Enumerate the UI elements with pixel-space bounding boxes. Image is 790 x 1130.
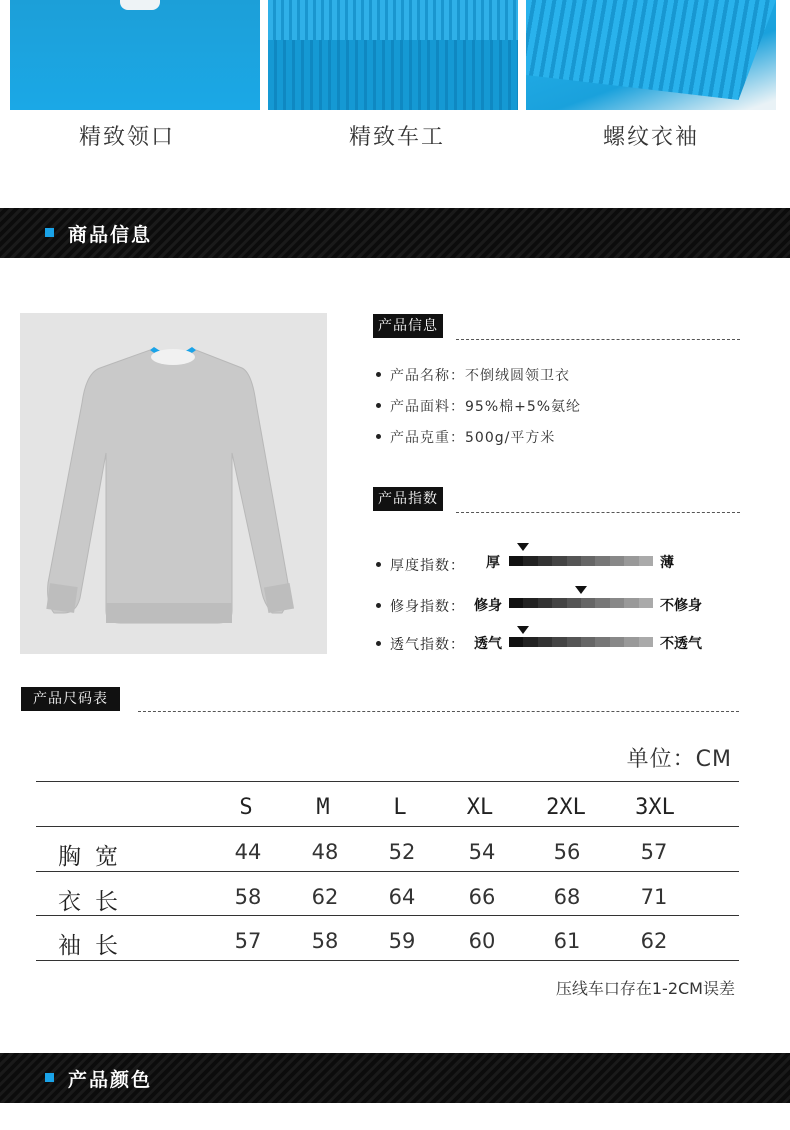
size-header: 2XL [546,795,586,820]
index-left-fit: 修身 [474,598,502,614]
table-cell: 58 [234,885,262,909]
scale-segment [567,637,581,647]
product-index-tag: 产品指数 [373,487,443,511]
row-header-chest: 胸宽 [58,844,132,870]
table-cell: 62 [311,885,339,909]
caption-collar: 精致领口 [78,125,175,150]
table-rule [36,871,739,872]
square-icon [45,228,54,237]
row-header-sleeve: 袖长 [58,933,132,959]
caption-stitching: 精致车工 [348,125,445,150]
scale-segment [552,637,566,647]
scale-segment [595,637,609,647]
scale-segment [595,598,609,608]
scale-segment [610,556,624,566]
scale-segment [639,637,653,647]
table-rule [36,781,739,782]
scale-segment [523,598,537,608]
index-arrow-thickness [517,543,529,551]
index-right-fit: 不修身 [660,598,702,614]
size-header: M [316,795,330,820]
table-rule [36,915,739,916]
scale-segment [509,598,523,608]
section-banner-product-info [0,208,790,258]
table-rule [36,960,739,961]
index-right-breathability: 不透气 [660,636,702,652]
index-right-thickness: 薄 [660,555,674,571]
info-item: 产品克重：500g/平方米 [376,427,555,447]
divider [456,339,740,340]
scale-segment [552,598,566,608]
index-label-fit: 修身指数： [376,596,465,616]
section-title: 产品颜色 [68,1069,153,1091]
table-cell: 44 [234,840,262,864]
table-cell: 57 [234,929,262,953]
divider [456,512,740,513]
table-cell: 60 [468,929,496,953]
index-scale-thickness [509,556,653,566]
detail-photo-cuff [526,0,776,110]
index-left-breathability: 透气 [474,636,502,652]
table-cell: 59 [388,929,416,953]
scale-segment [538,598,552,608]
table-cell: 48 [311,840,339,864]
index-left-thickness: 厚 [486,555,500,571]
table-cell: 68 [553,885,581,909]
table-cell: 52 [388,840,416,864]
table-rule [36,826,739,827]
size-note: 压线车口存在1-2CM误差 [555,979,735,998]
scale-segment [509,556,523,566]
section-title: 商品信息 [68,224,153,246]
scale-segment [567,556,581,566]
divider [138,711,739,712]
scale-segment [523,556,537,566]
caption-cuff: 螺纹衣袖 [602,125,699,150]
scale-segment [610,637,624,647]
scale-segment [639,598,653,608]
index-label-thickness: 厚度指数： [376,555,465,575]
scale-segment [581,598,595,608]
scale-segment [567,598,581,608]
sweatshirt-illustration [20,313,327,654]
row-header-length: 衣长 [58,889,132,915]
size-chart-tag: 产品尺码表 [21,687,120,711]
size-header: S [239,795,253,820]
size-header: 3XL [635,795,675,820]
scale-segment [552,556,566,566]
index-scale-breathability [509,637,653,647]
scale-segment [624,637,638,647]
scale-segment [581,556,595,566]
section-banner-product-colors [0,1053,790,1103]
table-cell: 58 [311,929,339,953]
scale-segment [581,637,595,647]
scale-segment [538,556,552,566]
detail-photo-stitching [268,0,518,110]
scale-segment [538,637,552,647]
detail-photo-collar [10,0,260,110]
table-cell: 54 [468,840,496,864]
index-arrow-fit [575,586,587,594]
product-info-tag: 产品信息 [373,314,443,338]
unit-label: 单位：CM [626,747,732,772]
scale-segment [523,637,537,647]
square-icon [45,1073,54,1082]
table-cell: 61 [553,929,581,953]
scale-segment [624,556,638,566]
index-scale-fit [509,598,653,608]
info-item: 产品名称：不倒绒圆领卫衣 [376,365,570,385]
scale-segment [595,556,609,566]
table-cell: 71 [640,885,668,909]
size-header: XL [466,795,494,820]
table-cell: 64 [388,885,416,909]
product-image [20,313,327,654]
table-cell: 66 [468,885,496,909]
scale-segment [624,598,638,608]
index-label-breathability: 透气指数： [376,634,465,654]
scale-segment [509,637,523,647]
size-header: L [393,795,407,820]
table-cell: 57 [640,840,668,864]
scale-segment [610,598,624,608]
table-cell: 62 [640,929,668,953]
info-item: 产品面料：95%棉+5%氨纶 [376,396,581,416]
index-arrow-breathability [517,626,529,634]
scale-segment [639,556,653,566]
table-cell: 56 [553,840,581,864]
